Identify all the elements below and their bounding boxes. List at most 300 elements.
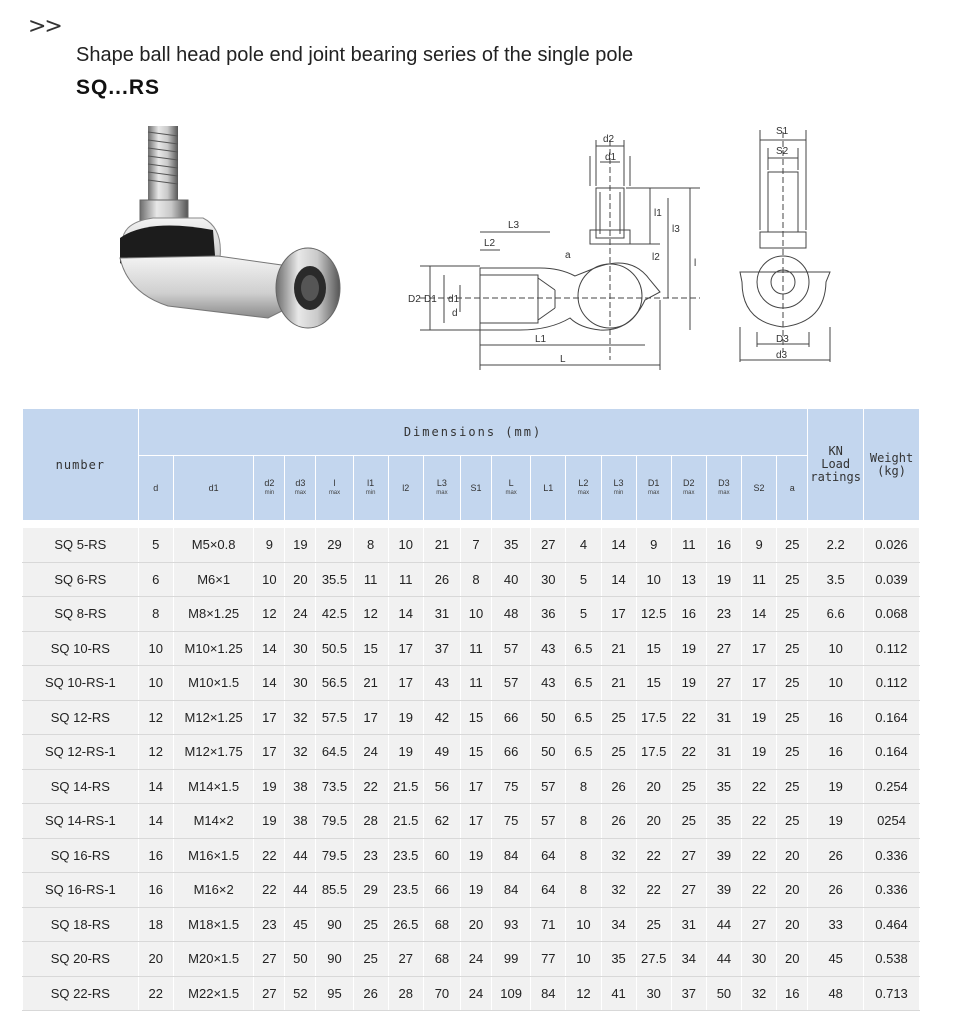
table-cell: 22 xyxy=(742,804,777,839)
table-cell: 26 xyxy=(423,562,460,597)
table-cell: 20 xyxy=(285,562,316,597)
table-cell: M22×1.5 xyxy=(173,976,254,1011)
header-col-sublabel: max xyxy=(718,490,730,496)
table-cell: 30 xyxy=(285,631,316,666)
label-L1: L1 xyxy=(535,334,547,345)
header-col-d2-2 xyxy=(254,456,285,521)
table-cell: 11 xyxy=(742,562,777,597)
table-cell: M12×1.25 xyxy=(173,700,254,735)
table-cell: 22 xyxy=(254,838,285,873)
table-cell: 75 xyxy=(492,804,531,839)
table-cell: 6.5 xyxy=(566,631,601,666)
table-cell: 10 xyxy=(636,562,671,597)
table-cell: 0.713 xyxy=(864,976,920,1011)
kn-line-2: Load xyxy=(821,457,851,471)
table-cell: 22 xyxy=(353,769,388,804)
label-l: l xyxy=(694,258,697,269)
header-col-label: a xyxy=(789,483,795,493)
table-cell: 57 xyxy=(492,666,531,701)
table-cell: 42.5 xyxy=(316,597,353,632)
table-cell: 22 xyxy=(671,700,706,735)
table-cell: 22 xyxy=(636,838,671,873)
table-cell: 66 xyxy=(492,735,531,770)
table-cell: 17 xyxy=(601,597,636,632)
table-row xyxy=(23,976,920,1011)
header-kn-load-ratings xyxy=(808,409,864,521)
kn-line-1: KN xyxy=(828,444,843,458)
table-cell: 70 xyxy=(423,976,460,1011)
label-D2: D2 xyxy=(408,294,421,305)
table-cell: 42 xyxy=(423,700,460,735)
table-cell: 10 xyxy=(388,528,423,563)
table-cell: 12 xyxy=(353,597,388,632)
table-cell: 43 xyxy=(531,631,566,666)
table-cell: 26 xyxy=(601,804,636,839)
table-cell: 0.336 xyxy=(864,838,920,873)
header-col-label: L xyxy=(508,478,514,488)
table-cell: 11 xyxy=(353,562,388,597)
table-row xyxy=(23,700,920,735)
table-cell: 0254 xyxy=(864,804,920,839)
table-cell: 25 xyxy=(636,907,671,942)
header-col-sublabel: min xyxy=(613,490,624,496)
table-cell: 35.5 xyxy=(316,562,353,597)
table-cell: 77 xyxy=(531,942,566,977)
table-cell: 16 xyxy=(671,597,706,632)
table-cell: 5 xyxy=(138,528,173,563)
table-row xyxy=(23,942,920,977)
table-cell: 56.5 xyxy=(316,666,353,701)
table-cell: 17.5 xyxy=(636,735,671,770)
table-cell: 8 xyxy=(138,597,173,632)
table-cell: 9 xyxy=(254,528,285,563)
header-col-label: l1 xyxy=(367,478,375,488)
table-cell: 30 xyxy=(285,666,316,701)
table-row xyxy=(23,769,920,804)
label-L3: L3 xyxy=(508,220,520,231)
header-col-l1-5 xyxy=(353,456,388,521)
table-cell: 23.5 xyxy=(388,873,423,908)
label-d1-side: d1 xyxy=(448,294,460,305)
table-cell: 0.464 xyxy=(864,907,920,942)
table-cell: 29 xyxy=(353,873,388,908)
table-cell: 22 xyxy=(742,769,777,804)
table-cell: 56 xyxy=(423,769,460,804)
row-part-number: SQ 14-RS-1 xyxy=(23,804,139,839)
header-col-label: D1 xyxy=(647,478,660,488)
table-cell: 57 xyxy=(531,804,566,839)
table-cell: 4 xyxy=(566,528,601,563)
table-cell: 12 xyxy=(138,735,173,770)
table-cell: 27 xyxy=(388,942,423,977)
table-cell: 25 xyxy=(353,907,388,942)
page-title: Shape ball head pole end joint bearing series of the single pole xyxy=(76,44,634,66)
table-cell: 11 xyxy=(671,528,706,563)
table-cell: 19 xyxy=(254,769,285,804)
table-cell: 0.026 xyxy=(864,528,920,563)
table-cell: 14 xyxy=(742,597,777,632)
table-cell: 16 xyxy=(706,528,741,563)
table-cell: 50 xyxy=(531,735,566,770)
table-cell: 17 xyxy=(388,666,423,701)
label-l3: l3 xyxy=(672,224,680,235)
label-L2: L2 xyxy=(484,238,496,249)
header-col-label: D2 xyxy=(683,478,695,488)
label-D1: D1 xyxy=(424,294,437,305)
table-cell: 29 xyxy=(316,528,353,563)
table-cell: 19 xyxy=(671,631,706,666)
table-cell: 109 xyxy=(492,976,531,1011)
table-cell: 10 xyxy=(566,907,601,942)
header-col-label: l xyxy=(333,478,336,488)
table-cell: 79.5 xyxy=(316,838,353,873)
table-cell: 49 xyxy=(423,735,460,770)
table-cell: 11 xyxy=(461,666,492,701)
header-col-sublabel: max xyxy=(505,490,517,496)
table-cell: 12 xyxy=(254,597,285,632)
table-cell: 27 xyxy=(742,907,777,942)
table-cell: 17 xyxy=(742,631,777,666)
table-cell: 16 xyxy=(138,838,173,873)
header-col-s2-16 xyxy=(742,456,777,521)
table-cell: 27 xyxy=(706,631,741,666)
header-col-label: d3 xyxy=(295,478,306,488)
header-col-l1-10 xyxy=(531,456,566,521)
header-col-label: d1 xyxy=(208,483,219,493)
table-cell: M8×1.25 xyxy=(173,597,254,632)
table-cell: M10×1.5 xyxy=(173,666,254,701)
table-cell: 9 xyxy=(636,528,671,563)
table-cell: 17 xyxy=(461,769,492,804)
table-cell: M16×2 xyxy=(173,873,254,908)
table-cell: 17 xyxy=(254,735,285,770)
header-col-sublabel: max xyxy=(328,490,341,496)
row-part-number: SQ 12-RS-1 xyxy=(23,735,139,770)
table-cell: 25 xyxy=(777,528,808,563)
table-cell: 25 xyxy=(671,804,706,839)
table-cell: 75 xyxy=(492,769,531,804)
table-cell: 52 xyxy=(285,976,316,1011)
label-d: d xyxy=(452,308,458,319)
table-row xyxy=(23,873,920,908)
table-cell: 20 xyxy=(636,804,671,839)
table-cell: 8 xyxy=(566,769,601,804)
header-col-label: S2 xyxy=(753,483,765,493)
table-cell: 0.112 xyxy=(864,631,920,666)
table-cell: 26 xyxy=(601,769,636,804)
table-row xyxy=(23,631,920,666)
table-cell: 27 xyxy=(671,873,706,908)
table-cell: 19 xyxy=(742,700,777,735)
table-cell: 25 xyxy=(777,700,808,735)
table-cell: 73.5 xyxy=(316,769,353,804)
table-cell: 44 xyxy=(285,838,316,873)
table-cell: 37 xyxy=(423,631,460,666)
table-cell: 25 xyxy=(601,735,636,770)
table-cell: 17 xyxy=(742,666,777,701)
table-cell: 21.5 xyxy=(388,804,423,839)
table-cell: 64 xyxy=(531,873,566,908)
table-cell: 25 xyxy=(601,700,636,735)
header-col-label: L2 xyxy=(578,478,589,488)
table-cell: 14 xyxy=(254,631,285,666)
table-cell: 10 xyxy=(566,942,601,977)
header-col-label: S1 xyxy=(470,483,482,493)
table-cell: 34 xyxy=(601,907,636,942)
table-cell: 24 xyxy=(461,942,492,977)
table-cell: 30 xyxy=(636,976,671,1011)
table-cell: 22 xyxy=(671,735,706,770)
table-cell: 64 xyxy=(531,838,566,873)
table-cell: 22 xyxy=(254,873,285,908)
table-cell: 33 xyxy=(808,907,864,942)
table-cell: 25 xyxy=(777,769,808,804)
table-cell: 11 xyxy=(388,562,423,597)
table-cell: 62 xyxy=(423,804,460,839)
table-cell: 6 xyxy=(138,562,173,597)
header-col-l3-7 xyxy=(423,456,460,521)
table-cell: 27 xyxy=(254,976,285,1011)
table-cell: 68 xyxy=(423,942,460,977)
table-cell: 57 xyxy=(492,631,531,666)
table-cell: M16×1.5 xyxy=(173,838,254,873)
header-col-a-17 xyxy=(777,456,808,521)
header-col-label: L3 xyxy=(436,478,447,488)
table-cell: 23 xyxy=(254,907,285,942)
header-col-label: d xyxy=(153,483,159,493)
table-cell: 44 xyxy=(285,873,316,908)
table-cell: 0.112 xyxy=(864,666,920,701)
table-cell: 27.5 xyxy=(636,942,671,977)
table-cell: 31 xyxy=(423,597,460,632)
label-d1-top: d1 xyxy=(605,152,617,163)
header-col-label: l2 xyxy=(402,483,410,493)
table-cell: 16 xyxy=(808,700,864,735)
table-cell: 84 xyxy=(492,838,531,873)
table-cell: 18 xyxy=(138,907,173,942)
header-col-sublabel: min xyxy=(264,490,275,496)
header-col-d3-3 xyxy=(285,456,316,521)
table-cell: 19 xyxy=(808,804,864,839)
header-col-l-4 xyxy=(316,456,353,521)
table-cell: 85.5 xyxy=(316,873,353,908)
row-part-number: SQ 10-RS xyxy=(23,631,139,666)
table-cell: 22 xyxy=(742,838,777,873)
product-photo xyxy=(108,118,358,348)
table-cell: 15 xyxy=(353,631,388,666)
table-cell: 25 xyxy=(777,735,808,770)
header-col-sublabel: max xyxy=(683,490,695,496)
label-d3: d3 xyxy=(776,350,788,361)
label-l2: l2 xyxy=(652,252,660,263)
header-col-label: L3 xyxy=(613,478,624,488)
table-cell: 17 xyxy=(353,700,388,735)
table-cell: 30 xyxy=(531,562,566,597)
table-cell: 21 xyxy=(353,666,388,701)
weight-line-1: Weight xyxy=(869,450,914,465)
table-cell: 0.336 xyxy=(864,873,920,908)
table-cell: 27 xyxy=(531,528,566,563)
row-part-number: SQ 20-RS xyxy=(23,942,139,977)
table-cell: 31 xyxy=(671,907,706,942)
table-cell: 17.5 xyxy=(636,700,671,735)
table-cell: 40 xyxy=(492,562,531,597)
header-col-sublabel: max xyxy=(577,490,590,496)
table-cell: 3.5 xyxy=(808,562,864,597)
table-cell: 64.5 xyxy=(316,735,353,770)
table-cell: 19 xyxy=(388,700,423,735)
table-cell: 19 xyxy=(706,562,741,597)
table-cell: 35 xyxy=(601,942,636,977)
table-cell: 14 xyxy=(138,769,173,804)
table-cell: 20 xyxy=(138,942,173,977)
table-cell: 26.5 xyxy=(388,907,423,942)
table-cell: 19 xyxy=(808,769,864,804)
table-cell: 10 xyxy=(138,666,173,701)
table-cell: M14×1.5 xyxy=(173,769,254,804)
table-cell: 35 xyxy=(492,528,531,563)
table-cell: 22 xyxy=(742,873,777,908)
table-cell: 22 xyxy=(636,873,671,908)
row-part-number: SQ 8-RS xyxy=(23,597,139,632)
table-cell: 90 xyxy=(316,942,353,977)
table-cell: 50 xyxy=(706,976,741,1011)
table-cell: 71 xyxy=(531,907,566,942)
table-cell: 35 xyxy=(706,769,741,804)
table-cell: 0.164 xyxy=(864,700,920,735)
table-cell: 16 xyxy=(777,976,808,1011)
table-cell: 79.5 xyxy=(316,804,353,839)
table-cell: 10 xyxy=(254,562,285,597)
table-cell: 37 xyxy=(671,976,706,1011)
table-cell: 32 xyxy=(601,873,636,908)
header-col-l3-12 xyxy=(601,456,636,521)
label-a: a xyxy=(565,250,571,261)
table-cell: 99 xyxy=(492,942,531,977)
table-cell: 32 xyxy=(601,838,636,873)
table-cell: 57.5 xyxy=(316,700,353,735)
table-row xyxy=(23,562,920,597)
table-cell: 32 xyxy=(285,735,316,770)
table-cell: 6.5 xyxy=(566,666,601,701)
table-cell: 23.5 xyxy=(388,838,423,873)
header-col-label: d2 xyxy=(264,478,275,488)
table-cell: 60 xyxy=(423,838,460,873)
table-cell: 20 xyxy=(636,769,671,804)
weight-line-2: (kg) xyxy=(877,463,906,478)
chevron-icon: >> xyxy=(28,14,61,39)
dimension-table-wrapper xyxy=(22,408,920,1011)
table-cell: 43 xyxy=(531,666,566,701)
table-cell: 11 xyxy=(461,631,492,666)
table-cell: 25 xyxy=(671,769,706,804)
table-row xyxy=(23,735,920,770)
table-cell: 20 xyxy=(777,942,808,977)
table-cell: 5 xyxy=(566,597,601,632)
table-cell: 32 xyxy=(742,976,777,1011)
header-dimensions: Dimensions (mm) xyxy=(138,409,808,456)
table-cell: 8 xyxy=(353,528,388,563)
table-cell: 21 xyxy=(423,528,460,563)
table-cell: 39 xyxy=(706,838,741,873)
table-cell: 25 xyxy=(777,804,808,839)
table-cell: 10 xyxy=(808,666,864,701)
table-cell: 21.5 xyxy=(388,769,423,804)
table-cell: 38 xyxy=(285,804,316,839)
table-cell: 6.5 xyxy=(566,700,601,735)
table-row xyxy=(23,907,920,942)
table-cell: 19 xyxy=(671,666,706,701)
table-cell: 10 xyxy=(138,631,173,666)
row-part-number: SQ 5-RS xyxy=(23,528,139,563)
header-col-label: D3 xyxy=(718,478,730,488)
header-col-d3-15 xyxy=(706,456,741,521)
table-cell: 25 xyxy=(353,942,388,977)
table-row xyxy=(23,804,920,839)
row-part-number: SQ 14-RS xyxy=(23,769,139,804)
table-cell: 14 xyxy=(138,804,173,839)
table-cell: 27 xyxy=(706,666,741,701)
table-cell: 14 xyxy=(601,528,636,563)
row-part-number: SQ 16-RS-1 xyxy=(23,873,139,908)
table-cell: 0.164 xyxy=(864,735,920,770)
table-cell: 21 xyxy=(601,666,636,701)
table-cell: 66 xyxy=(492,700,531,735)
table-cell: 19 xyxy=(742,735,777,770)
table-cell: 50.5 xyxy=(316,631,353,666)
table-cell: 25 xyxy=(777,597,808,632)
table-cell: 0.254 xyxy=(864,769,920,804)
table-cell: 16 xyxy=(808,735,864,770)
table-cell: 5 xyxy=(566,562,601,597)
table-cell: 84 xyxy=(492,873,531,908)
label-S2: S2 xyxy=(776,146,789,157)
table-cell: 16 xyxy=(138,873,173,908)
table-cell: 10 xyxy=(808,631,864,666)
label-D3: D3 xyxy=(776,334,789,345)
table-cell: 6.6 xyxy=(808,597,864,632)
table-cell: 50 xyxy=(531,700,566,735)
table-row xyxy=(23,666,920,701)
table-cell: 31 xyxy=(706,735,741,770)
table-cell: M20×1.5 xyxy=(173,942,254,977)
header-col-d2-14 xyxy=(671,456,706,521)
table-cell: 8 xyxy=(566,838,601,873)
header-col-sublabel: min xyxy=(365,490,376,496)
table-cell: 26 xyxy=(808,873,864,908)
table-cell: 48 xyxy=(492,597,531,632)
table-cell: 26 xyxy=(808,838,864,873)
series-model: SQ...RS xyxy=(76,76,161,99)
table-cell: M10×1.25 xyxy=(173,631,254,666)
table-cell: 45 xyxy=(285,907,316,942)
row-part-number: SQ 22-RS xyxy=(23,976,139,1011)
table-row xyxy=(23,528,920,563)
header-weight xyxy=(864,409,920,521)
table-row xyxy=(23,597,920,632)
table-cell: 30 xyxy=(742,942,777,977)
label-l1: l1 xyxy=(654,208,662,219)
technical-drawing-front xyxy=(730,122,840,372)
table-cell: 7 xyxy=(461,528,492,563)
table-cell: 25 xyxy=(777,562,808,597)
table-cell: 39 xyxy=(706,873,741,908)
table-cell: 12.5 xyxy=(636,597,671,632)
technical-drawing-side xyxy=(400,120,710,380)
table-cell: 8 xyxy=(461,562,492,597)
table-cell: 90 xyxy=(316,907,353,942)
table-cell: 15 xyxy=(461,700,492,735)
